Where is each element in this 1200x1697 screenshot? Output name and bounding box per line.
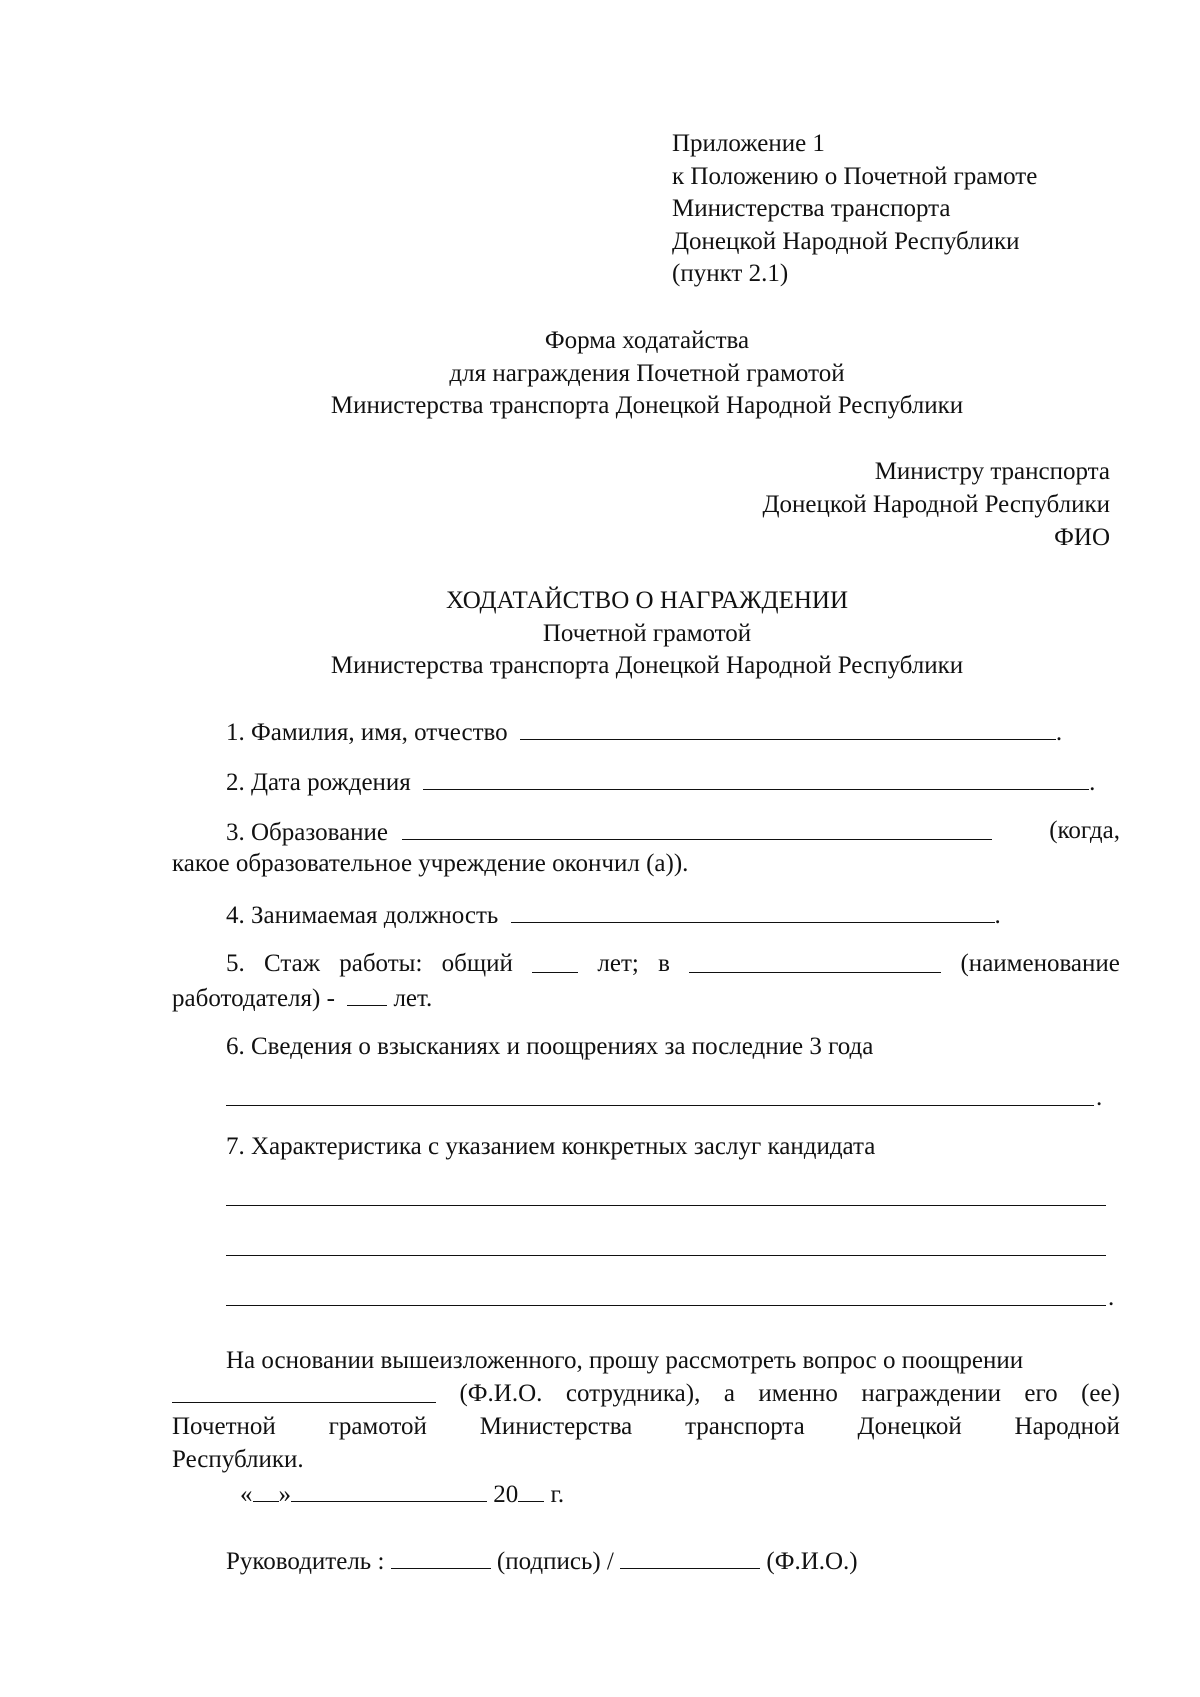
item-word: общий <box>441 950 513 977</box>
item-full-name <box>226 715 1062 749</box>
item-penalties: 6. Сведения о взысканиях и поощрениях за последние 3 года <box>226 1033 874 1060</box>
employer-experience-field[interactable] <box>347 981 387 1006</box>
conclusion-line-2 <box>172 1378 1120 1410</box>
conclusion-word: его <box>1024 1380 1058 1407</box>
item-dot: . <box>1089 769 1096 796</box>
conclusion-word: Почетной <box>172 1413 276 1440</box>
item-label: 2. Дата рождения <box>226 769 411 796</box>
signatory-name-hint: (Ф.И.О.) <box>766 1548 858 1575</box>
item-word: в <box>658 950 670 977</box>
signature-hint: (подпись) / <box>496 1548 614 1575</box>
item-label: 4. Занимаемая должность <box>226 902 499 929</box>
conclusion-word: (Ф.И.О. <box>459 1380 543 1407</box>
conclusion-word: (ее) <box>1081 1380 1120 1407</box>
conclusion-word: Донецкой <box>857 1413 962 1440</box>
conclusion-word: Народной <box>1014 1413 1120 1440</box>
form-title-line: Форма ходатайства <box>544 327 750 354</box>
appendix-line: Министерства транспорта <box>672 195 951 222</box>
form-title-line: Министерства транспорта Донецкой Народной Республики <box>330 392 964 419</box>
item-word: работы: <box>339 950 423 977</box>
item-position <box>226 898 1001 932</box>
item-label: 1. Фамилия, имя, отчество <box>226 719 508 746</box>
item-word: Стаж <box>264 950 320 977</box>
date-close-quote: » <box>278 1481 291 1508</box>
conclusion-line-4: Республики. <box>172 1446 304 1473</box>
conclusion-word: грамотой <box>328 1413 427 1440</box>
item-dot: . <box>1055 719 1063 746</box>
conclusion-word: награждении <box>861 1380 1001 1407</box>
employee-name-field[interactable] <box>172 1378 436 1403</box>
conclusion-word: Министерства <box>479 1413 633 1440</box>
item-experience <box>226 948 1120 980</box>
item-word: лет. <box>393 985 433 1012</box>
signatory-name-field[interactable] <box>620 1544 760 1569</box>
appendix-line: Донецкой Народной Республики <box>672 227 1020 255</box>
date-day-field[interactable] <box>253 1477 279 1502</box>
conclusion-word: именно <box>758 1380 838 1407</box>
date-year-prefix: 20 <box>493 1481 519 1508</box>
addressee-line: ФИО <box>1054 524 1110 551</box>
date-month-field[interactable] <box>291 1477 487 1502</box>
addressee-line: Донецкой Народной Республики <box>762 491 1110 518</box>
item-experience-cont <box>172 981 432 1015</box>
penalties-field[interactable] <box>226 1105 1094 1106</box>
characteristics-field-2[interactable] <box>226 1255 1106 1256</box>
item-characteristics: 7. Характеристика с указанием конкретных заслуг кандидата <box>226 1133 876 1160</box>
birth-date-field[interactable] <box>423 765 1089 790</box>
appendix-line: Приложение 1 <box>672 130 825 157</box>
position-field[interactable] <box>511 898 995 923</box>
item-word: лет; <box>597 950 639 977</box>
education-hint-cont: какое образовательное учреждение окончил (а)). <box>172 850 689 877</box>
signature-label: Руководитель : <box>226 1548 385 1575</box>
form-title-line: для награждения Почетной грамотой <box>449 359 845 387</box>
total-experience-field[interactable] <box>532 948 578 973</box>
petition-title <box>0 585 1200 683</box>
date-year-field[interactable] <box>518 1477 544 1502</box>
item-dot: . <box>994 902 1001 929</box>
addressee-block <box>763 455 1111 554</box>
conclusion-line-1: На основании вышеизложенного, прошу рассмотреть вопрос о поощрении <box>226 1347 1024 1374</box>
conclusion-line-3 <box>172 1411 1120 1443</box>
addressee-line: Министру транспорта <box>874 458 1110 485</box>
education-hint: (когда, <box>1049 817 1120 844</box>
item-number: 5. <box>226 950 245 977</box>
conclusion-word: транспорта <box>685 1413 805 1440</box>
petition-title-main: ХОДАТАЙСТВО О НАГРАЖДЕНИИ <box>445 587 849 614</box>
appendix-block <box>672 128 1037 291</box>
item-education <box>226 815 992 849</box>
appendix-line: к Положению о Почетной грамоте <box>672 162 1038 190</box>
form-title <box>0 325 1200 423</box>
signature-field[interactable] <box>391 1544 491 1569</box>
date-line <box>240 1477 564 1511</box>
characteristics-field-1[interactable] <box>226 1205 1106 1206</box>
petition-title-line: Министерства транспорта Донецкой Народной Республики <box>330 652 964 679</box>
appendix-line: (пункт 2.1) <box>672 260 789 287</box>
penalties-dot: . <box>1096 1084 1103 1111</box>
full-name-field[interactable] <box>520 715 1056 740</box>
conclusion-word: а <box>723 1380 735 1407</box>
item-word: работодателя) - <box>172 985 335 1012</box>
item-label: 3. Образование <box>226 819 389 846</box>
signature-line <box>226 1544 858 1578</box>
item-birth-date <box>226 765 1095 799</box>
education-field[interactable] <box>402 815 992 840</box>
item-word: (наименование <box>960 950 1120 977</box>
characteristics-dot: . <box>1108 1284 1115 1311</box>
petition-title-line: Почетной грамотой <box>542 619 752 647</box>
conclusion-word: сотрудника), <box>565 1380 701 1407</box>
characteristics-field-3[interactable] <box>226 1305 1106 1306</box>
employer-field[interactable] <box>689 948 941 973</box>
date-year-suffix: г. <box>550 1481 565 1508</box>
date-open-quote: « <box>240 1481 253 1508</box>
